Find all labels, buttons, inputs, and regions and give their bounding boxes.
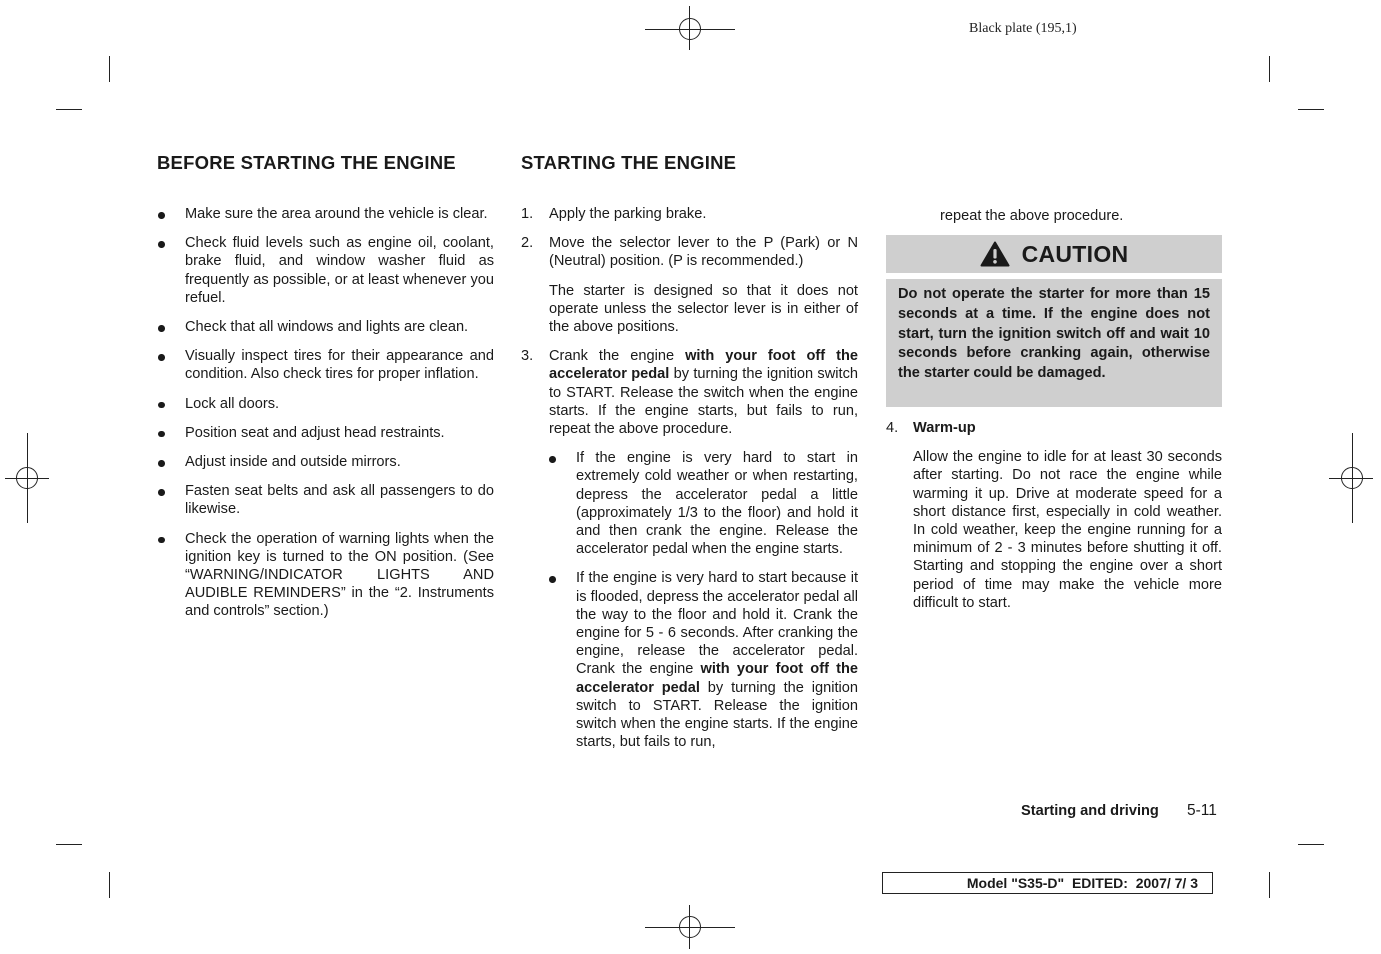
step-emphasis: with your foot off the accelerator pedal: [549, 348, 858, 383]
model-edited-label: Model "S35-D" EDITED: 2007/ 7/ 3: [966, 875, 1198, 891]
step-text: Apply the parking brake.: [549, 206, 707, 222]
sub-text: If the engine is very hard to start because it is flooded, depress the accelerator pedal all the way to the floor and hold it. Crank the engine for 5 - 6 seconds. After cranking the engine, release the accelerator pedal. Crank the engine: [576, 570, 858, 678]
step-number: 2.: [521, 235, 534, 252]
list-item: Check fluid levels such as engine oil, coolant, brake fluid, and window washer fluid as frequently as possible, or at least whenever you refuel.: [157, 234, 494, 307]
step-text: Crank the engine: [549, 348, 675, 365]
heading-starting-engine: STARTING THE ENGINE: [521, 152, 737, 173]
caution-header: [886, 235, 1222, 273]
step-4: [886, 419, 1222, 612]
step-text: Move the selector lever to the P (Park) or N (Neutral) position. (P is recommended.): [549, 235, 858, 270]
step-number: 1.: [521, 206, 534, 222]
caution-title: CAUTION: [1021, 240, 1129, 267]
step-note: The starter is designed so that it does not operate unless the selector lever is in either of the above positions.: [549, 282, 858, 336]
sub-list: [521, 449, 858, 751]
list-item: Lock all doors.: [157, 395, 494, 413]
model-edited-box: [882, 872, 1213, 894]
plate-label: Black plate (195,1): [969, 21, 1077, 36]
starting-engine-column: [521, 205, 858, 762]
warning-triangle-icon: [980, 241, 1010, 267]
step-2: [521, 234, 858, 336]
page-number: 5-11: [1187, 802, 1217, 819]
step-1: [521, 205, 858, 223]
step-title: Warm-up: [913, 420, 976, 436]
step-number: 3.: [521, 348, 534, 365]
list-item: Check the operation of warning lights when the ignition key is turned to the ON position. (See “WARNING/INDICATOR LIGHTS AND AUDIBLE REMINDERS” in the “2. Instruments and controls” section.): [157, 530, 494, 621]
checklist: [157, 205, 494, 621]
continued-text: repeat the above procedure.: [940, 208, 1124, 224]
sub-emphasis: with your foot off the accelerator pedal: [576, 661, 858, 696]
list-item: Adjust inside and outside mirrors.: [157, 453, 494, 471]
step-text: Allow the engine to idle for at least 30 seconds after starting. Do not race the engine while warming it up. Drive at moderate speed for a short distance first, especially in cold weather. In cold weather, keep the engine running for a minimum of 2 - 3 minutes before shutting it off. Starting and stopping the engine over a short period of time may make the vehicle more difficult to start.: [913, 449, 1222, 611]
list-item: Fasten seat belts and ask all passengers to do likewise.: [157, 482, 494, 518]
list-item: Check that all windows and lights are clean.: [157, 318, 494, 336]
before-starting-column: [157, 205, 494, 632]
list-item: Visually inspect tires for their appearance and condition. Also check tires for proper inflation.: [157, 347, 494, 383]
sub-text: by turning the ignition switch to START. Release the ignition switch when the engine starts. If the engine starts, but fails to run,: [576, 679, 858, 751]
caution-text: Do not operate the starter for more than 15 seconds at a time. If the engine does not start, turn the ignition switch off and wait 10 seconds before cranking again, otherwise the starter could be damaged.: [886, 279, 1222, 407]
list-item: Position seat and adjust head restraints.: [157, 424, 494, 442]
list-item: If the engine is very hard to start in extremely cold weather or when restarting, depress the accelerator pedal a little (approximately 1/3 to the floor) and hold it and then crank the engine. Release the accelerator pedal when the engine starts.: [548, 449, 858, 558]
step-text: by turning the ignition switch to START. Release the switch when the engine starts. If the engine starts, but fails to run, repeat the above procedure.: [549, 366, 858, 438]
step-number: 4.: [886, 420, 899, 436]
list-item: Make sure the area around the vehicle is clear.: [157, 205, 494, 223]
heading-before-starting: BEFORE STARTING THE ENGINE: [157, 152, 456, 173]
list-item: [548, 569, 858, 751]
footer-section-title: Starting and driving: [1021, 803, 1159, 819]
step-3: [521, 347, 858, 438]
